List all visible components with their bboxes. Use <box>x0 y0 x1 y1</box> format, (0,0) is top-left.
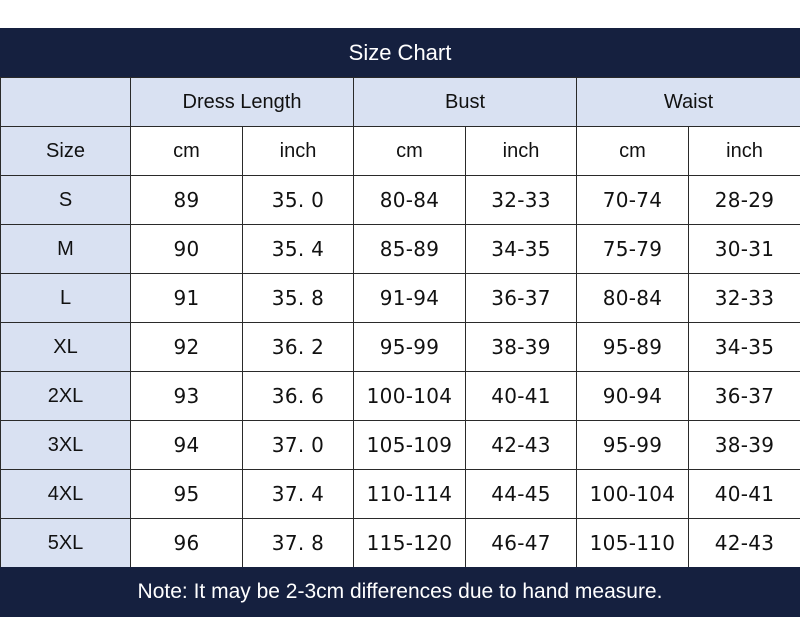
group-header-row <box>1 78 800 127</box>
size-label: 5XL <box>1 519 131 568</box>
measurement-cell: 40-41 <box>466 372 577 421</box>
measurement-cell: 38-39 <box>466 323 577 372</box>
measurement-cell: 95-99 <box>354 323 466 372</box>
measurement-cell: 80-84 <box>577 274 689 323</box>
measurement-cell: 85-89 <box>354 225 466 274</box>
measurement-cell: 80-84 <box>354 176 466 225</box>
unit-header: inch <box>243 127 354 176</box>
table-row <box>1 421 800 470</box>
table-row <box>1 519 800 568</box>
measurement-cell: 42-43 <box>689 519 800 568</box>
measurement-cell: 89 <box>131 176 243 225</box>
measurement-cell: 93 <box>131 372 243 421</box>
measurement-cell: 100-104 <box>577 470 689 519</box>
size-label: 3XL <box>1 421 131 470</box>
size-header: Size <box>1 127 131 176</box>
table-row <box>1 176 800 225</box>
measurement-cell: 37. 8 <box>243 519 354 568</box>
measurement-cell: 115-120 <box>354 519 466 568</box>
size-table <box>0 77 800 568</box>
measurement-cell: 92 <box>131 323 243 372</box>
table-row <box>1 323 800 372</box>
measurement-cell: 32-33 <box>689 274 800 323</box>
measurement-cell: 34-35 <box>466 225 577 274</box>
measurement-cell: 42-43 <box>466 421 577 470</box>
measurement-cell: 110-114 <box>354 470 466 519</box>
measurement-cell: 30-31 <box>689 225 800 274</box>
measurement-cell: 94 <box>131 421 243 470</box>
measurement-cell: 35. 0 <box>243 176 354 225</box>
group-header-waist: Waist <box>577 78 800 127</box>
measurement-cell: 36-37 <box>689 372 800 421</box>
table-row <box>1 225 800 274</box>
group-header-dress-length: Dress Length <box>131 78 354 127</box>
measurement-cell: 95-99 <box>577 421 689 470</box>
measurement-cell: 96 <box>131 519 243 568</box>
measurement-cell: 46-47 <box>466 519 577 568</box>
unit-header-row <box>1 127 800 176</box>
measurement-note: Note: It may be 2-3cm differences due to hand measure. <box>0 567 800 617</box>
unit-header: cm <box>131 127 243 176</box>
measurement-cell: 36. 2 <box>243 323 354 372</box>
size-label: L <box>1 274 131 323</box>
measurement-cell: 95-89 <box>577 323 689 372</box>
measurement-cell: 105-109 <box>354 421 466 470</box>
size-label: 4XL <box>1 470 131 519</box>
measurement-cell: 28-29 <box>689 176 800 225</box>
size-chart <box>0 28 800 617</box>
table-row <box>1 470 800 519</box>
chart-title: Size Chart <box>0 28 800 77</box>
measurement-cell: 44-45 <box>466 470 577 519</box>
table-row <box>1 372 800 421</box>
measurement-cell: 105-110 <box>577 519 689 568</box>
size-label: 2XL <box>1 372 131 421</box>
unit-header: inch <box>466 127 577 176</box>
size-label: XL <box>1 323 131 372</box>
measurement-cell: 37. 4 <box>243 470 354 519</box>
measurement-cell: 36. 6 <box>243 372 354 421</box>
measurement-cell: 95 <box>131 470 243 519</box>
measurement-cell: 35. 8 <box>243 274 354 323</box>
measurement-cell: 37. 0 <box>243 421 354 470</box>
measurement-cell: 35. 4 <box>243 225 354 274</box>
measurement-cell: 100-104 <box>354 372 466 421</box>
measurement-cell: 90 <box>131 225 243 274</box>
measurement-cell: 40-41 <box>689 470 800 519</box>
corner-cell <box>1 78 131 127</box>
measurement-cell: 75-79 <box>577 225 689 274</box>
measurement-cell: 91 <box>131 274 243 323</box>
size-label: S <box>1 176 131 225</box>
table-row <box>1 274 800 323</box>
unit-header: cm <box>577 127 689 176</box>
measurement-cell: 70-74 <box>577 176 689 225</box>
measurement-cell: 34-35 <box>689 323 800 372</box>
measurement-cell: 36-37 <box>466 274 577 323</box>
measurement-cell: 90-94 <box>577 372 689 421</box>
group-header-bust: Bust <box>354 78 577 127</box>
measurement-cell: 91-94 <box>354 274 466 323</box>
measurement-cell: 38-39 <box>689 421 800 470</box>
unit-header: inch <box>689 127 800 176</box>
measurement-cell: 32-33 <box>466 176 577 225</box>
size-label: M <box>1 225 131 274</box>
unit-header: cm <box>354 127 466 176</box>
